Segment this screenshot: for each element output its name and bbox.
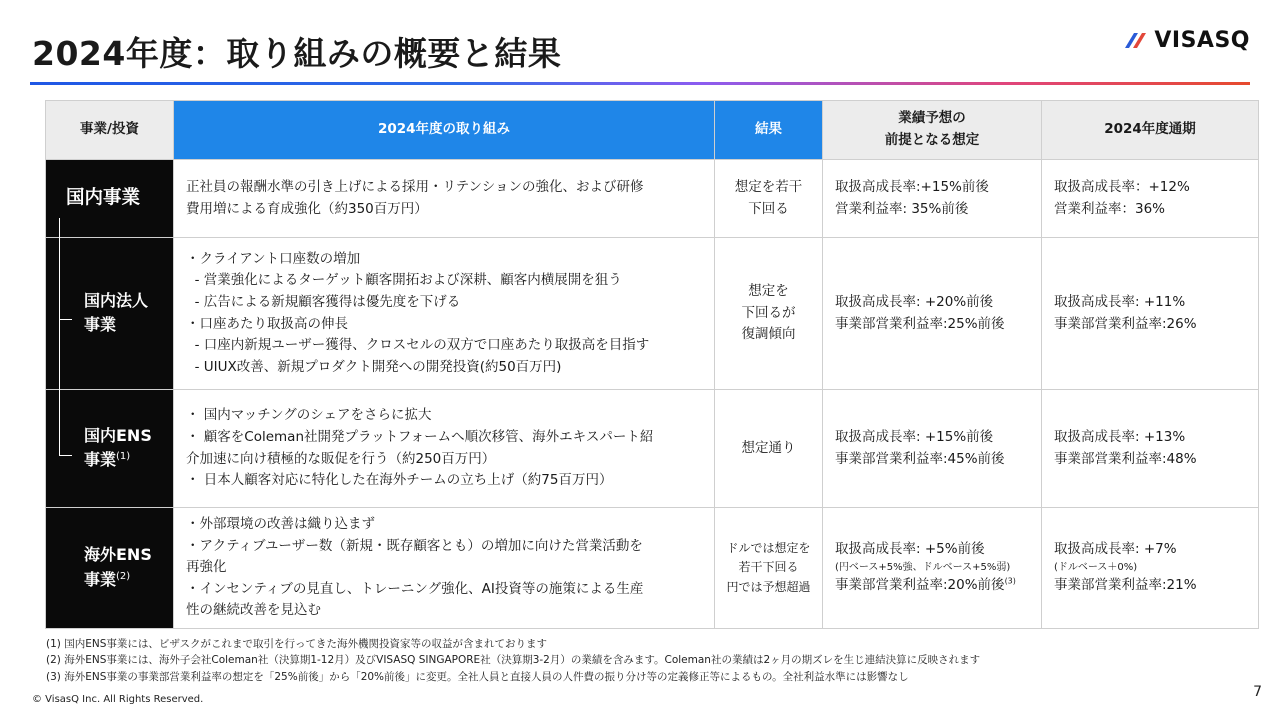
result-domestic <box>715 160 823 238</box>
actual-line: 事業部営業利益率:21% <box>1054 577 1197 594</box>
actual-line: 取扱高成長率：+12% <box>1054 178 1190 195</box>
result-overseas-ens <box>715 508 823 629</box>
initiative-line: ・ 日本人顧客対応に特化した在海外チームの立ち上げ（約75百万円） <box>186 472 613 489</box>
premise-line: 取扱高成長率: +5%前後 <box>835 540 985 557</box>
premise-domestic-ens <box>823 390 1042 508</box>
table-row-overseas-ens <box>46 508 1259 629</box>
footnote-marker-3: (3) <box>1004 576 1016 586</box>
segment-domestic-ens-label-2: 事業 <box>84 450 117 470</box>
result-corporate <box>715 238 823 390</box>
premise-line: 取扱高成長率: +15%前後 <box>835 428 994 445</box>
header-premise-line1: 業績予想の <box>898 110 966 127</box>
initiative-line: ・クライアント口座数の増加 <box>186 250 361 267</box>
footnotes <box>46 636 980 685</box>
brand-logo-icon <box>1122 30 1148 52</box>
table-header-row <box>46 101 1259 160</box>
segment-domestic <box>46 160 174 238</box>
initiative-line: - 口座内新規ユーザー獲得、クロスセルの双方で口座あたり取扱高を目指す <box>186 337 650 354</box>
premise-corporate <box>823 238 1042 390</box>
premise-line: 取扱高成長率:+15%前後 <box>835 178 989 195</box>
actual-line: 取扱高成長率: +13% <box>1054 428 1186 445</box>
premise-overseas-ens <box>823 508 1042 629</box>
header-premise <box>823 101 1042 160</box>
actual-domestic <box>1042 160 1259 238</box>
header-premise-line2: 前提となる想定 <box>884 132 980 148</box>
header-actual: 2024年度通期 <box>1042 101 1259 160</box>
premise-line: 事業部営業利益率:45%前後 <box>835 450 1005 467</box>
segment-overseas-ens-label-2: 事業 <box>84 569 117 589</box>
initiatives-domestic <box>174 160 715 238</box>
initiative-line: ・外部環境の改善は織り込まず <box>186 516 375 532</box>
footnote-3: (3) 海外ENS事業の事業部営業利益率の想定を「25%前後」から「20%前後」に変更。全社人員と直接人員の人件費の振り分け等の定義修正等によるもの。全社利益水準には影響なし <box>46 670 909 683</box>
initiatives-domestic-ens <box>174 390 715 508</box>
result-line: 円では予想超過 <box>726 579 811 594</box>
segment-corporate-label-2: 事業 <box>84 315 117 335</box>
actual-line: 事業部営業利益率:26% <box>1054 315 1197 332</box>
actual-overseas-ens <box>1042 508 1259 629</box>
brand-logo <box>1122 28 1250 53</box>
premise-line: 営業利益率: 35%前後 <box>835 200 969 217</box>
segment-overseas-ens <box>46 508 174 629</box>
footnote-marker-1: (1) <box>116 451 131 463</box>
result-line: 想定通り <box>741 439 796 456</box>
initiative-line: ・ 顧客をColeman社開発プラットフォームへ順次移管、海外エキスパート紹 <box>186 428 654 445</box>
actual-subnote: (ドルベース＋0%) <box>1054 562 1138 574</box>
initiative-line: - UIUX改善、新規プロダクト開発への開発投資(約50百万円) <box>186 358 562 375</box>
segment-domestic-ens <box>46 390 174 508</box>
table-row-domestic <box>46 160 1259 238</box>
initiative-line: 費用増による育成強化（約350百万円） <box>186 200 428 217</box>
premise-line: 事業部営業利益率:25%前後 <box>835 315 1005 332</box>
actual-corporate <box>1042 238 1259 390</box>
actual-domestic-ens <box>1042 390 1259 508</box>
header-result: 結果 <box>715 101 823 160</box>
actual-line: 取扱高成長率: +7% <box>1054 540 1177 557</box>
result-line: 下回る <box>748 200 789 217</box>
result-line: 復調傾向 <box>741 326 796 343</box>
premise-line: 事業部営業利益率:20%前後 <box>835 577 1005 594</box>
result-line: 想定を <box>748 283 789 300</box>
initiative-line: - 営業強化によるターゲット顧客開拓および深耕、顧客内横展開を狙う <box>186 272 622 289</box>
initiatives-overseas-ens <box>174 508 715 629</box>
footnote-1: (1) 国内ENS事業には、ビザスクがこれまで取引を行ってきた海外機関投資家等の収益が含まれております <box>46 638 547 650</box>
initiatives-table <box>45 100 1259 629</box>
result-line: ドルでは想定を <box>726 541 811 556</box>
segment-corporate-label-1: 国内法人 <box>84 290 149 310</box>
premise-domestic <box>823 160 1042 238</box>
page-title: 2024年度：取り組みの概要と結果 <box>32 34 562 73</box>
segment-overseas-ens-label-1: 海外ENS <box>84 545 152 565</box>
initiative-line: ・ 国内マッチングのシェアをさらに拡大 <box>186 407 432 424</box>
result-line: 想定を若干 <box>734 178 803 195</box>
initiatives-corporate <box>174 238 715 390</box>
premise-line: 取扱高成長率: +20%前後 <box>835 293 994 310</box>
result-line: 若干下回る <box>738 560 799 575</box>
header-segment: 事業/投資 <box>46 101 174 160</box>
initiative-line: 介加速に向け積極的な販促を行う（約250百万円） <box>186 450 496 467</box>
premise-subnote: (円ベース+5%強、ドルベース+5%弱) <box>835 562 1011 574</box>
title-divider <box>30 82 1250 85</box>
actual-line: 事業部営業利益率:48% <box>1054 450 1197 467</box>
segment-corporate <box>46 238 174 390</box>
segment-domestic-ens-label-1: 国内ENS <box>84 425 152 445</box>
actual-line: 取扱高成長率: +11% <box>1054 293 1186 310</box>
header-initiatives: 2024年度の取り組み <box>174 101 715 160</box>
actual-line: 営業利益率：36% <box>1054 200 1166 217</box>
copyright: © VisasQ Inc. All Rights Reserved. <box>32 694 204 705</box>
footnote-2: (2) 海外ENS事業には、海外子会社Coleman社（決算期1-12月）及びVISASQ SINGAPORE社（決算期3-2月）の業績を含みます。Coleman社の業績は2ヶ月の期ズレを生じ連結決算に反映されます <box>46 654 981 667</box>
table-row-domestic-ens <box>46 390 1259 508</box>
initiative-line: 正社員の報酬水準の引き上げによる採用・リテンションの強化、および研修 <box>186 178 644 195</box>
initiative-line: ・インセンティブの見直し、トレーニング強化、AI投資等の施策による生産 <box>186 580 644 597</box>
initiative-line: 再強化 <box>186 559 227 576</box>
result-domestic-ens <box>715 390 823 508</box>
result-line: 下回るが <box>741 304 796 321</box>
initiative-line: ・アクティブユーザー数（新規・既存顧客とも）の増加に向けた営業活動を <box>186 537 643 554</box>
initiative-line: - 広告による新規顧客獲得は優先度を下げる <box>186 293 461 310</box>
table-row-corporate <box>46 238 1259 390</box>
initiative-line: ・口座あたり取扱高の伸長 <box>186 315 348 332</box>
segment-domestic-label: 国内事業 <box>66 187 141 209</box>
initiative-line: 性の継続改善を見込む <box>186 602 321 619</box>
brand-name: VISASQ <box>1154 28 1250 53</box>
footnote-marker-2: (2) <box>116 570 131 582</box>
page-number: 7 <box>1253 684 1262 700</box>
